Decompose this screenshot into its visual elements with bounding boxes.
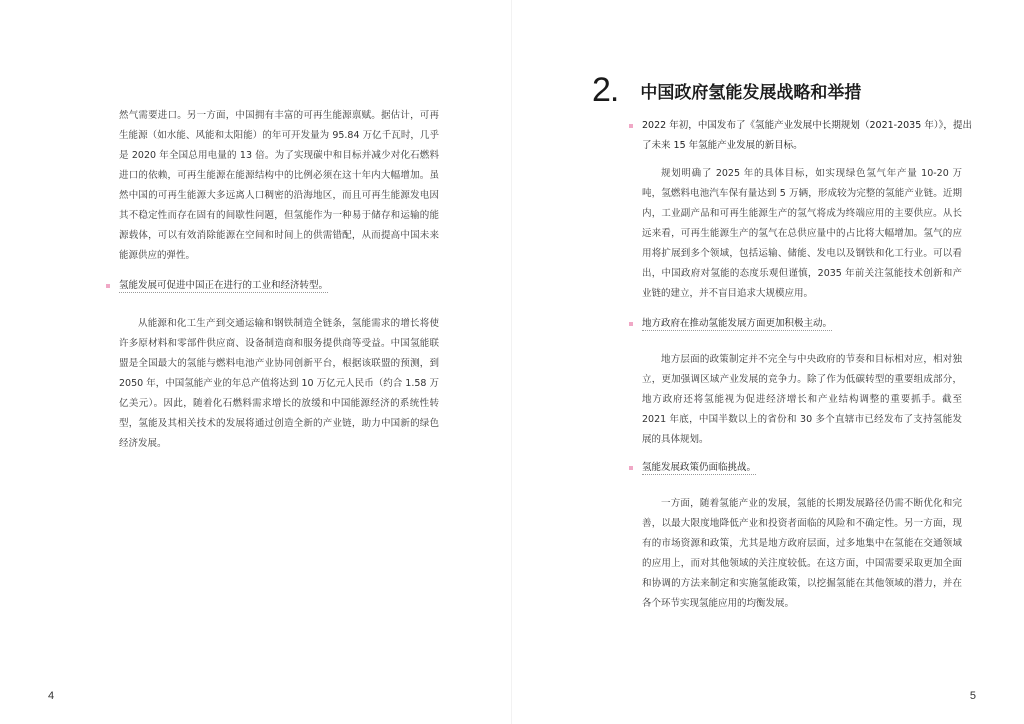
left-paragraph-2: 从能源和化工生产到交通运输和钢铁制造全链条，氢能需求的增长将使许多原材料和零部件供应商、设备制造商和服务提供商等受益。中国氢能联盟是全国最大的氢能与燃料电池产业协同创新平台，根据该联盟的预测，到 2050 年，中国氢能产业的年总产值将达到 10 万亿元人民币（约合 1.58 万亿美元）。因此，随着化石燃料需求增长的放缓和中国能源经济的系统性转型，氢能及其相关技术的发展将通过创造全新的产业链，助力中国新的绿色经济发展。 — [119, 318, 439, 449]
right-page — [512, 0, 1024, 724]
right-paragraph-2: 地方层面的政策制定并不完全与中央政府的节奏和目标相对应，相对独立，更加强调区域产业发展的竞争力。除了作为低碳转型的重要组成部分，地方政府还将氢能视为促进经济增长和产业结构调整的重要抓手。截至 2021 年底，中国半数以上的省份和 30 多个直辖市已经发布了支持氢能发展的具体规划。 — [642, 354, 962, 445]
page-number-left: 4 — [48, 690, 55, 702]
section-heading — [592, 70, 861, 110]
right-bullet-heading-1 — [642, 116, 972, 156]
bullet-marker-icon — [629, 466, 633, 470]
section-title: 中国政府氢能发展战略和举措 — [640, 82, 862, 103]
bullet-heading-text: 氢能发展可促进中国正在进行的工业和经济转型。 — [119, 280, 329, 291]
right-bullet-heading-2 — [642, 314, 972, 334]
bullet-marker-icon — [106, 284, 110, 288]
bullet-marker-icon — [629, 124, 633, 128]
right-paragraph-1: 规划明确了 2025 年的具体目标，如实现绿色氢气年产量 10-20 万吨，氢燃料电池汽车保有量达到 5 万辆，形成较为完整的氢能产业链。近期内，工业副产品和可再生能源生产的氢气将成为终端应用的主要供应。从长远来看，可再生能源生产的氢气在总供应量中的占比将大幅增加。氢气的应用将扩展到多个领域，包括运输、储能、发电以及钢铁和化工行业。可以看出，中国政府对氢能的态度乐观但谨慎，2035 年前关注氢能技术创新和产业链的建立，并不盲目追求大规模应用。 — [642, 168, 962, 299]
right-bullet-heading-3 — [642, 458, 972, 478]
bullet-heading-text: 地方政府在推动氢能发展方面更加积极主动。 — [642, 318, 833, 329]
section-number: 2. — [592, 70, 619, 109]
page-number-right: 5 — [969, 690, 976, 702]
left-paragraph-1: 然气需要进口。另一方面，中国拥有丰富的可再生能源禀赋。据估计，可再生能源（如水能、风能和太阳能）的年可开发量为 95.84 万亿千瓦时，几乎是 2020 年全国总用电量的 13 倍。为了实现碳中和目标并减少对化石燃料进口的依赖，可再生能源在能源结构中的比例必须在这十年内大幅增加。虽然中国的可再生能源大多远离人口稠密的沿海地区，而且可再生能源发电因其不稳定性而存在固有的间歇性问题，但氢能作为一种易于储存和运输的能源载体，可以有效消除能源在空间和时间上的供需错配，从而提高中国未来能源供应的弹性。 — [119, 110, 439, 261]
bullet-heading-text: 2022 年初，中国发布了《氢能产业发展中长期规划（2021-2035 年）》，提出了未来 15 年氢能产业发展的新目标。 — [642, 120, 972, 151]
bullet-marker-icon — [629, 322, 633, 326]
right-paragraph-3: 一方面，随着氢能产业的发展，氢能的长期发展路径仍需不断优化和完善，以最大限度地降低产业和投资者面临的风险和不确定性。另一方面，现有的市场资源和政策，尤其是地方政府层面，过多地集中在氢能在交通领域的应用上，而对其他领域的关注度较低。在这方面，中国需要采取更加全面和协调的方法来制定和实施氢能政策，以挖掘氢能在其他领域的潜力，并在各个环节实现氢能应用的均衡发展。 — [642, 498, 962, 609]
bullet-heading-text: 氢能发展政策仍面临挑战。 — [642, 462, 757, 473]
left-bullet-heading-1 — [119, 276, 449, 296]
